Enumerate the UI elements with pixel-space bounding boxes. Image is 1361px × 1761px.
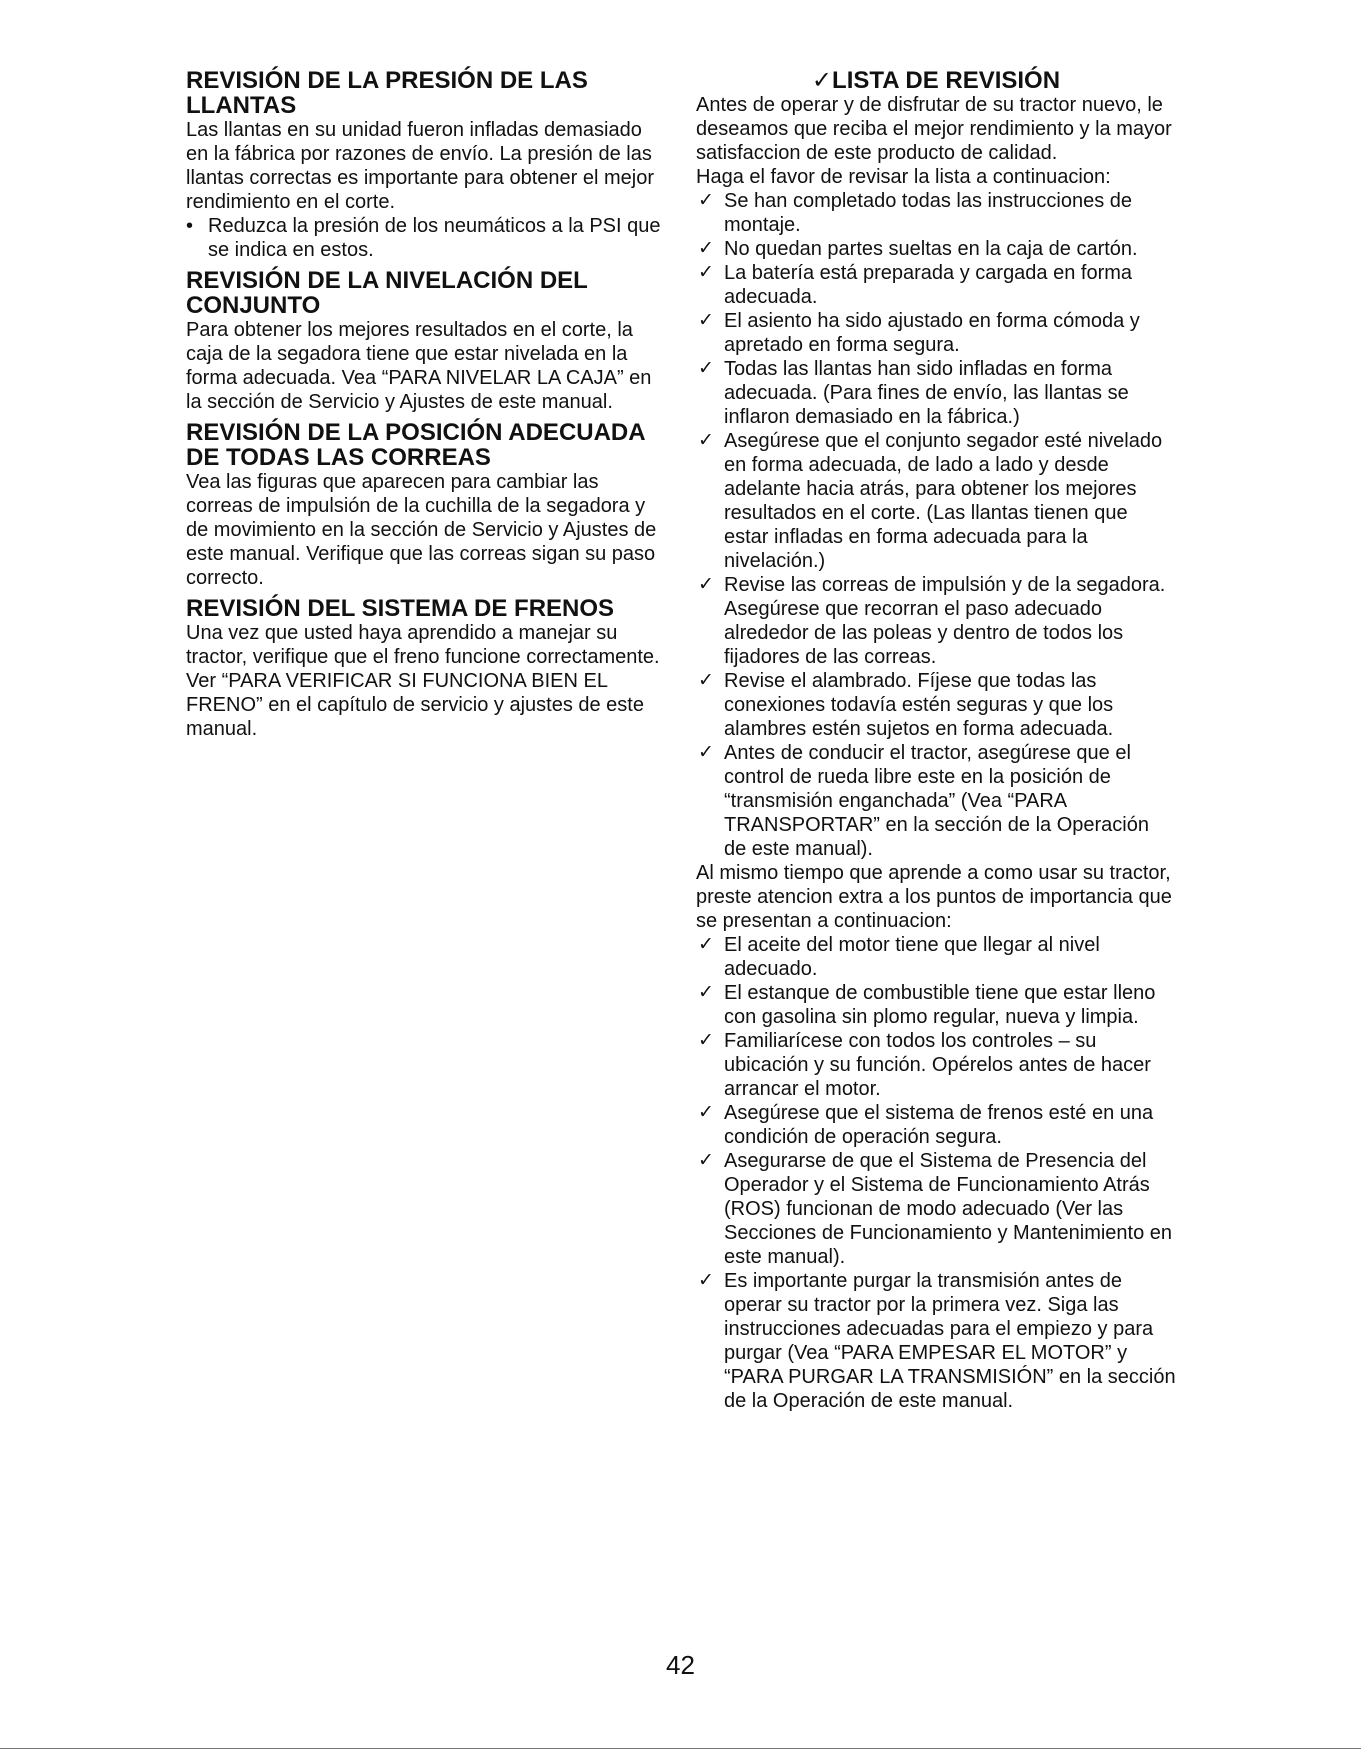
checklist-item: ✓ Revise el alambrado. Fíjese que todas las conexiones todavía estén seguras y que los alambres estén sujetos en forma adecuada.	[698, 670, 1114, 740]
checklist-item: ✓ Asegúrese que el sistema de frenos esté en una condición de operación segura.	[698, 1102, 1154, 1148]
section-tire-pressure	[186, 68, 664, 262]
checklist-item: ✓ Revise las correas de impulsión y de la segadora. Asegúrese que recorran el paso adecuado alrededor de las poleas y dentro de todos los fijadores de las correas.	[698, 574, 1166, 668]
checkmark-icon: ✓	[698, 190, 714, 211]
checklist-item: ✓ Antes de conducir el tractor, asegúrese que el control de rueda libre este en la posición de “transmisión enganchada” (Vea “PARA TRANSPORTAR” en la sección de la Operación de este manual).	[698, 742, 1149, 860]
checklist-item: ✓ Se han completado todas las instrucciones de montaje.	[698, 190, 1133, 236]
left-column	[186, 68, 664, 741]
checklist-middle: Al mismo tiempo que aprende a como usar su tractor, preste atencion extra a los puntos de importancia que se presentan a continuacion:	[696, 862, 1172, 932]
checklist	[696, 189, 1176, 861]
heading-deck-level: REVISIÓN DE LA NIVELACIÓN DEL CONJUNTO	[186, 267, 588, 319]
section-belts	[186, 420, 664, 590]
bullet-icon: •	[186, 215, 194, 237]
section-deck-level	[186, 268, 664, 414]
page-number: 42	[666, 1650, 695, 1680]
checkmark-icon: ✓	[698, 358, 714, 379]
checklist-item: ✓ Asegurarse de que el Sistema de Presencia del Operador y el Sistema de Funcionamiento Atrás (ROS) funcionan de modo adecuado (Ver las Secciones de Funcionamiento y Mantenimiento en este manual).	[698, 1150, 1173, 1268]
checkmark-icon: ✓	[698, 1270, 714, 1291]
body-brakes: Una vez que usted haya aprendido a manejar su tractor, verifique que el freno funcione correctamente. Ver “PARA VERIFICAR SI FUNCIONA BIEN EL FRENO” en el capítulo de servicio y ajustes de este manual.	[186, 622, 660, 740]
checklist-item: ✓ No quedan partes sueltas en la caja de cartón.	[698, 238, 1138, 260]
checklist-intro: Antes de operar y de disfrutar de su tractor nuevo, le deseamos que reciba el mejor rendimiento y la mayor satisfaccion de este producto de calidad.	[696, 94, 1172, 164]
heading-belts: REVISIÓN DE LA POSICIÓN ADECUADA DE TODAS LAS CORREAS	[186, 419, 645, 471]
checkmark-icon: ✓	[698, 1030, 714, 1051]
checkmark-icon: ✓	[698, 430, 714, 451]
bullet-tire-pressure	[186, 214, 664, 262]
body-tire-pressure: Las llantas en su unidad fueron infladas demasiado en la fábrica por razones de envío. La presión de las llantas correctas es importante para obtener el mejor rendimiento en el corte.	[186, 119, 655, 213]
checklist-item: ✓ Es importante purgar la transmisión antes de operar su tractor por la primera vez. Siga las instrucciones adecuadas para el empiezo y para purgar (Vea “PARA EMPESAR EL MOTOR” y “PARA PURGAR LA TRANSMISIÓN” en la sección de la Operación de este manual.	[698, 1270, 1176, 1412]
checkmark-icon: ✓	[698, 1102, 714, 1123]
heading-brakes: REVISIÓN DEL SISTEMA DE FRENOS	[186, 595, 615, 622]
checkmark-icon: ✓	[698, 1150, 714, 1171]
checkmark-icon: ✓	[698, 262, 714, 283]
right-column	[696, 68, 1176, 1413]
heading-checklist: ✓LISTA DE REVISIÓN	[811, 67, 1061, 94]
checklist-item: ✓ La batería está preparada y cargada en forma adecuada.	[698, 262, 1133, 308]
checklist-operation	[696, 933, 1176, 1413]
section-brakes	[186, 596, 664, 741]
checklist-item: ✓ Asegúrese que el conjunto segador esté nivelado en forma adecuada, de lado a lado y desde adelante hacia atrás, para obtener los mejores resultados en el corte. (Las llantas tienen que estar infladas en forma adecuada para la nivelación.)	[698, 430, 1163, 572]
checkmark-icon: ✓	[698, 982, 714, 1003]
checkmark-icon: ✓	[698, 934, 714, 955]
checklist-lead: Haga el favor de revisar la lista a continuacion:	[696, 166, 1111, 188]
checklist-item: ✓ El estanque de combustible tiene que estar lleno con gasolina sin plomo regular, nueva y limpia.	[698, 982, 1156, 1028]
bullet-text: Reduzca la presión de los neumáticos a la PSI que se indica en estos.	[208, 215, 661, 261]
bottom-rule	[0, 1748, 1361, 1749]
checklist-item: ✓ Todas las llantas han sido infladas en forma adecuada. (Para fines de envío, las llantas se inflaron demasiado en la fábrica.)	[698, 358, 1129, 428]
checklist-item: ✓ El asiento ha sido ajustado en forma cómoda y apretado en forma segura.	[698, 310, 1140, 356]
checklist-item: ✓ El aceite del motor tiene que llegar al nivel adecuado.	[698, 934, 1100, 980]
checkmark-icon: ✓	[698, 574, 714, 595]
checkmark-icon: ✓	[698, 238, 714, 259]
body-deck-level: Para obtener los mejores resultados en el corte, la caja de la segadora tiene que estar nivelada en la forma adecuada. Vea “PARA NIVELAR LA CAJA” en la sección de Servicio y Ajustes de este manual.	[186, 319, 652, 413]
checkmark-icon: ✓	[698, 742, 714, 763]
checkmark-icon: ✓	[698, 310, 714, 331]
body-belts: Vea las figuras que aparecen para cambiar las correas de impulsión de la cuchilla de la segadora y de movimiento en la sección de Servicio y Ajustes de este manual. Verifique que las correas sigan su paso correcto.	[186, 471, 657, 589]
checkmark-icon: ✓	[698, 670, 714, 691]
checklist-item: ✓ Familiarícese con todos los controles – su ubicación y su función. Opérelos antes de hacer arrancar el motor.	[698, 1030, 1151, 1100]
heading-tire-pressure: REVISIÓN DE LA PRESIÓN DE LAS LLANTAS	[186, 67, 588, 119]
